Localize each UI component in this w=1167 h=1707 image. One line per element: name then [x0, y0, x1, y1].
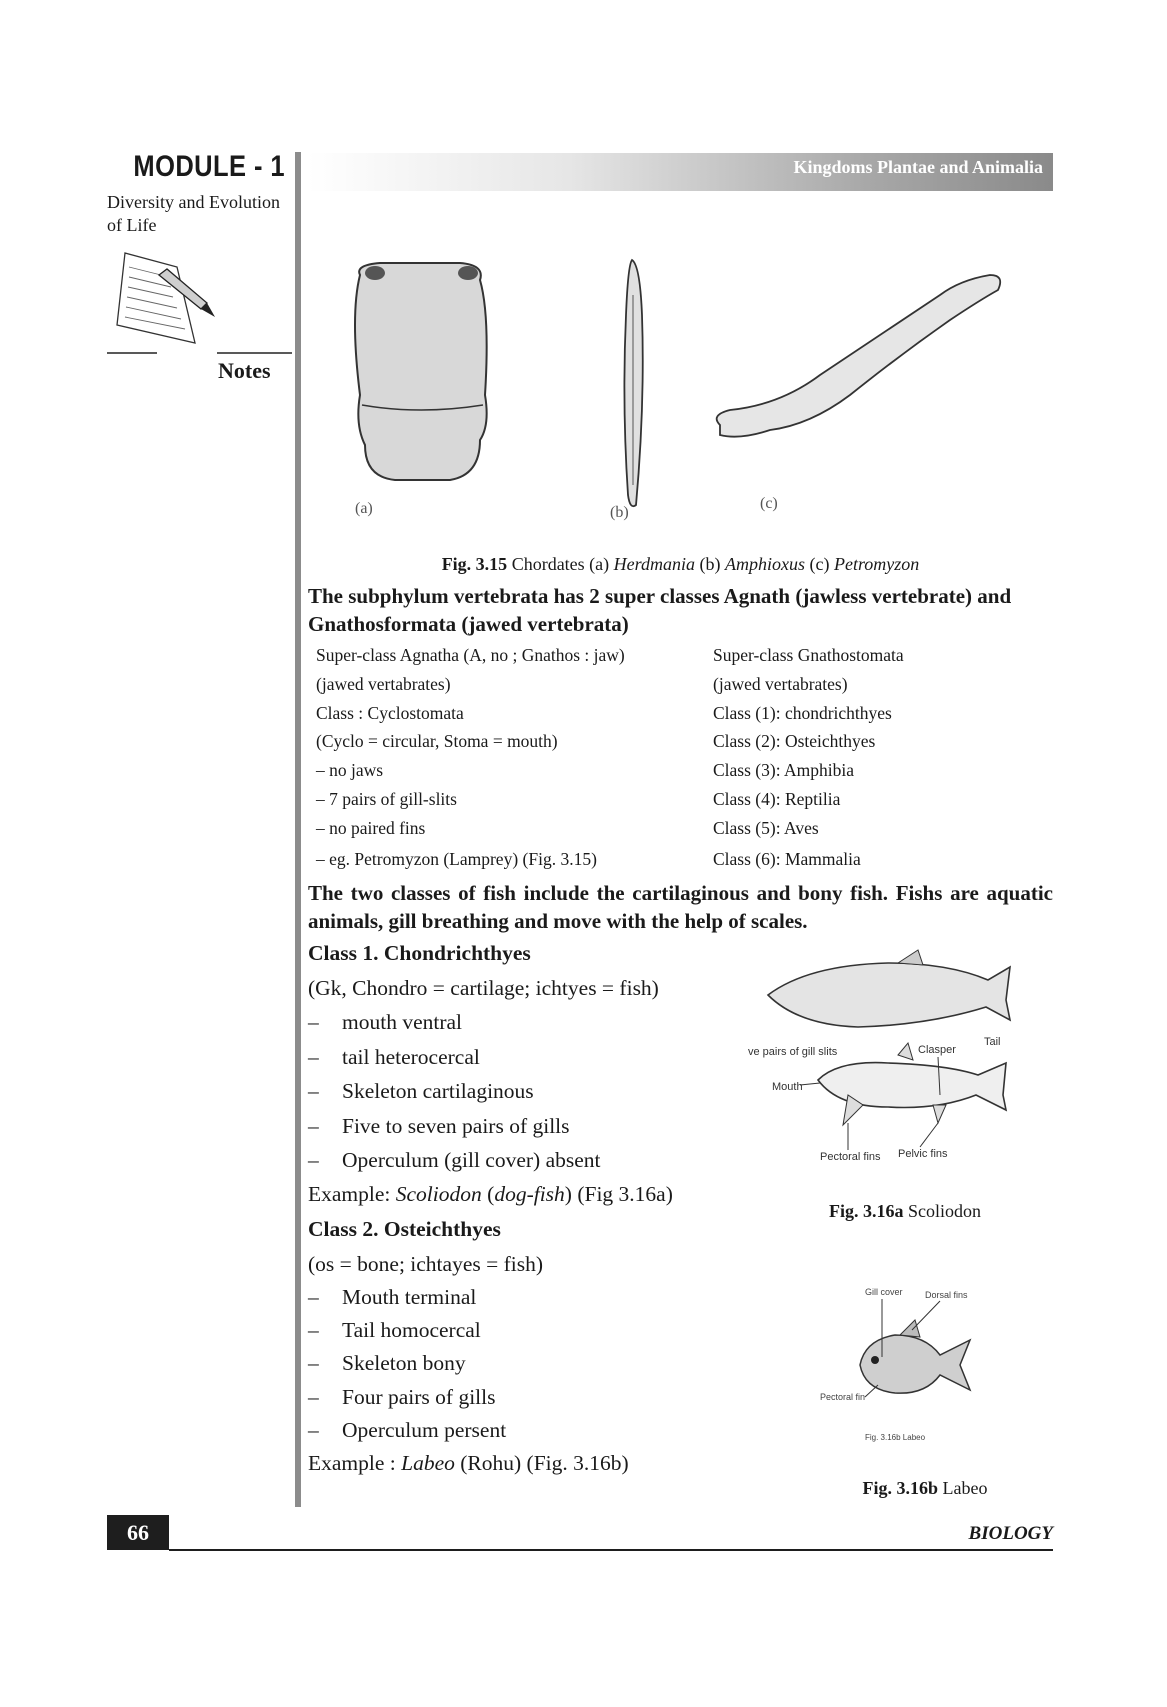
label-pelvic-fins: Pelvic fins	[898, 1148, 948, 1160]
class1-etymology: (Gk, Chondro = cartilage; ichtyes = fish)	[308, 976, 659, 1000]
figure-3-16b-caption: Fig. 3.16b Labeo	[862, 1478, 988, 1498]
agnatha-line: Class : Cyclostomata	[316, 703, 464, 723]
label-tail: Tail	[984, 1036, 1001, 1048]
scoliodon-side-drawing	[768, 950, 1010, 1027]
class2-trait: – Skeleton bony	[308, 1351, 466, 1375]
fish-classes-paragraph: The two classes of fish include the cartilaginous and bony fish. Fishs are aquatic animals, gill breathing and move with the help of scales.	[308, 881, 1053, 933]
petromyzon-drawing	[717, 275, 1001, 437]
amphioxus-drawing	[624, 260, 642, 506]
subphylum-paragraph: The subphylum vertebrata has 2 super classes Agnath (jawless vertebrate) and Gnathosformata (jawed vertebrata)	[308, 584, 1012, 636]
labeo-drawing	[860, 1320, 970, 1393]
notes-label: Notes	[218, 358, 271, 383]
figure-3-16b-labeo	[820, 1285, 990, 1445]
class1-trait: – Operculum (gill cover) absent	[308, 1148, 601, 1172]
class2-heading: Class 2. Osteichthyes	[308, 1217, 501, 1241]
gnathostomata-line: Class (4): Reptilia	[713, 789, 841, 809]
fig315-label-b: (b)	[610, 504, 629, 521]
gnathostomata-line: Class (2): Osteichthyes	[713, 731, 876, 751]
notes-pencil-icon	[107, 245, 292, 360]
fig315-label-a: (a)	[355, 500, 373, 517]
class2-trait: – Four pairs of gills	[308, 1385, 496, 1409]
class2-trait: – Operculum persent	[308, 1418, 507, 1442]
figure-3-15-caption: Fig. 3.15 Chordates (a) Herdmania (b) Amphioxus (c) Petromyzon	[441, 554, 920, 574]
footer-subject: BIOLOGY	[968, 1523, 1053, 1544]
page-number: 66	[107, 1515, 169, 1550]
footer-rule	[169, 1549, 1053, 1551]
label-pectoral-fins: Pectoral fins	[820, 1151, 881, 1163]
gnathostomata-line: Class (6): Mammalia	[713, 849, 861, 869]
gnathostomata-line: Super-class Gnathostomata	[713, 645, 904, 665]
agnatha-line: – no jaws	[316, 760, 384, 780]
class1-trait: – tail heterocercal	[308, 1045, 480, 1069]
gnathostomata-line: Class (3): Amphibia	[713, 760, 854, 780]
chapter-header-bar	[308, 153, 1053, 191]
label-mouth: Mouth	[772, 1081, 803, 1093]
agnatha-line: (Cyclo = circular, Stoma = mouth)	[316, 731, 558, 751]
label-gill-slits: ve pairs of gill slits	[748, 1046, 838, 1058]
herdmania-drawing	[355, 263, 487, 480]
gnathostomata-line: Class (1): chondrichthyes	[713, 703, 892, 723]
figure-3-16a-caption: Fig. 3.16a Scoliodon	[828, 1201, 981, 1221]
agnatha-line: (jawed vertabrates)	[316, 674, 451, 694]
class1-example: Example: Scoliodon (dog-fish) (Fig 3.16a)	[308, 1182, 673, 1206]
class2-example: Example : Labeo (Rohu) (Fig. 3.16b)	[308, 1451, 629, 1475]
class1-heading: Class 1. Chondrichthyes	[308, 941, 531, 965]
class1-trait: – Five to seven pairs of gills	[308, 1114, 570, 1138]
figure-3-16a-scoliodon	[748, 945, 1018, 1180]
label-gill-cover: Gill cover	[865, 1287, 903, 1297]
module-title: MODULE - 1	[133, 150, 285, 183]
fig315-label-c: (c)	[760, 495, 778, 512]
chapter-title: Kingdoms Plantae and Animalia	[793, 157, 1043, 177]
label-clasper: Clasper	[918, 1044, 956, 1056]
module-subtitle: Diversity and Evolution of Life	[107, 192, 280, 235]
agnatha-line: Super-class Agnatha (A, no ; Gnathos : jaw)	[316, 645, 625, 665]
class2-trait: – Mouth terminal	[308, 1285, 477, 1309]
label-pectoral-fin: Pectoral fin	[820, 1392, 866, 1402]
scoliodon-ventral-drawing	[818, 1043, 1006, 1125]
label-dorsal-fins: Dorsal fins	[925, 1290, 968, 1300]
agnatha-line: – eg. Petromyzon (Lamprey) (Fig. 3.15)	[316, 849, 597, 869]
agnatha-line: – no paired fins	[316, 818, 426, 838]
class1-trait: – Skeleton cartilaginous	[308, 1079, 534, 1103]
label-inner-caption: Fig. 3.16b Labeo	[865, 1433, 926, 1442]
class2-trait: – Tail homocercal	[308, 1318, 481, 1342]
gnathostomata-line: (jawed vertabrates)	[713, 674, 848, 694]
class1-trait: – mouth ventral	[308, 1010, 463, 1034]
margin-rule	[295, 152, 301, 1507]
gnathostomata-line: Class (5): Aves	[713, 818, 819, 838]
class2-etymology: (os = bone; ichtayes = fish)	[308, 1252, 544, 1276]
agnatha-line: – 7 pairs of gill-slits	[316, 789, 457, 809]
figure-3-15-chordates	[340, 255, 1040, 525]
